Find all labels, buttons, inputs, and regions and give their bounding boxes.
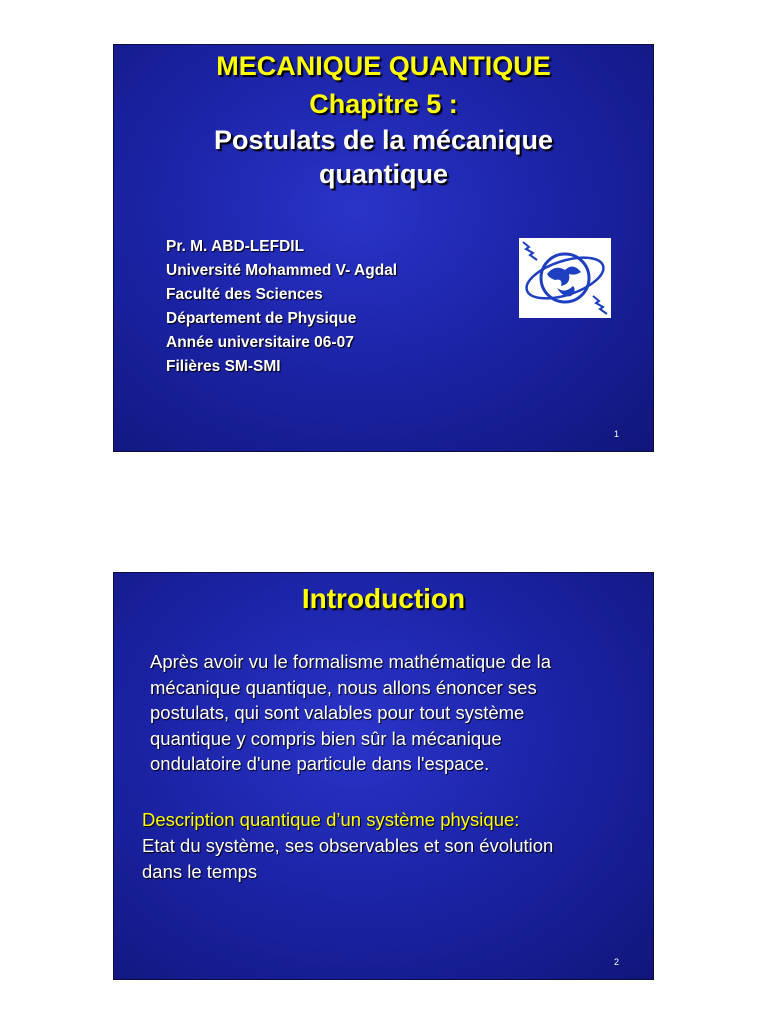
paragraph-line: postulats, qui sont valables pour tout système bbox=[150, 702, 525, 723]
university-name: Université Mohammed V- Agdal bbox=[166, 262, 398, 279]
slide-2 bbox=[113, 572, 654, 980]
department-name: Département de Physique bbox=[166, 310, 357, 327]
description-line: Etat du système, ses observables et son évolution bbox=[142, 835, 554, 856]
slide-1-title-line-4: quantique bbox=[319, 159, 448, 189]
slide-1-title-line-1: MECANIQUE QUANTIQUE bbox=[216, 51, 551, 81]
paragraph-line: ondulatoire d'une particule dans l'espace. bbox=[150, 753, 490, 774]
slide-1 bbox=[113, 44, 654, 452]
introduction-paragraph bbox=[150, 649, 551, 777]
faculty-logo-icon bbox=[519, 238, 611, 318]
paragraph-line: Après avoir vu le formalisme mathématique de la bbox=[150, 651, 552, 672]
description-line: dans le temps bbox=[142, 861, 258, 882]
description-text bbox=[142, 833, 553, 885]
faculty-name: Faculté des Sciences bbox=[166, 286, 323, 303]
paragraph-line: mécanique quantique, nous allons énoncer ses bbox=[150, 676, 537, 698]
slide-1-page-number: 1 bbox=[613, 429, 619, 439]
paragraph-line: quantique y compris bien sûr la mécanique bbox=[150, 727, 502, 749]
author-name: Pr. M. ABD-LEFDIL bbox=[166, 238, 305, 255]
author-info bbox=[166, 235, 397, 379]
description-heading: Description quantique d’un système physique: bbox=[142, 809, 520, 830]
slide-2-title: Introduction bbox=[301, 583, 466, 614]
slide-2-page-number: 2 bbox=[613, 957, 619, 967]
academic-year: Année universitaire 06-07 bbox=[166, 334, 354, 351]
programs: Filières SM-SMI bbox=[166, 358, 281, 375]
slide-1-title-line-2: Chapitre 5 : bbox=[309, 89, 458, 119]
slide-1-title-line-3: Postulats de la mécanique bbox=[213, 125, 554, 155]
